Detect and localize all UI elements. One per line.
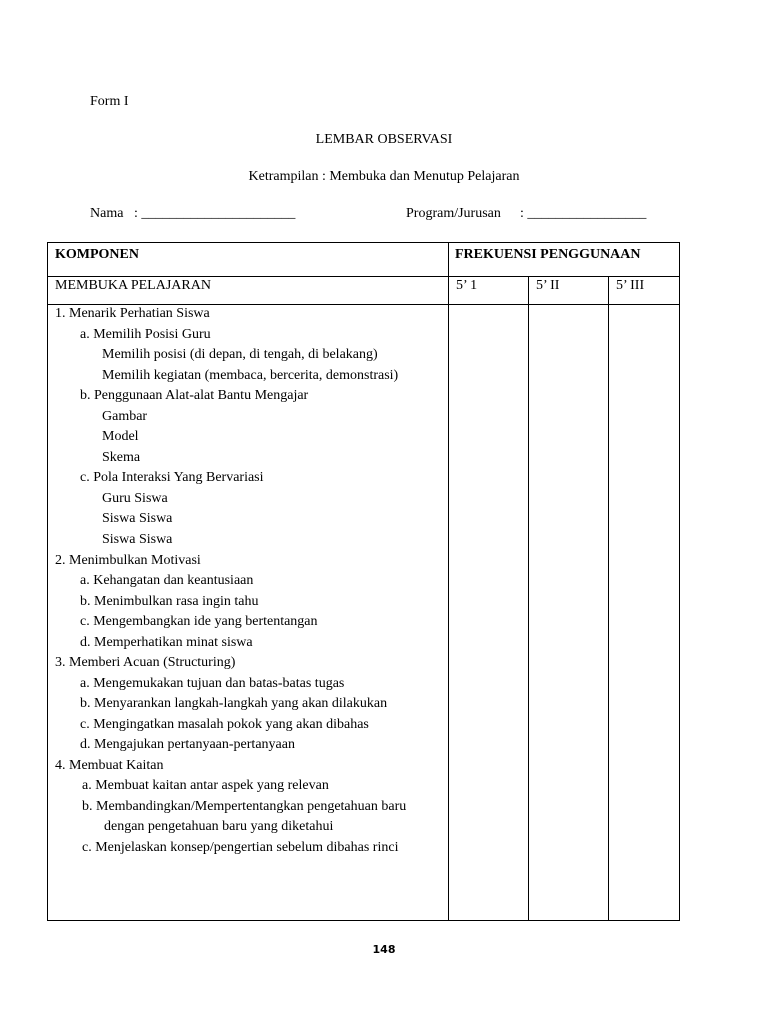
item-1a-2: Memilih kegiatan (membaca, bercerita, demonstrasi) <box>102 368 399 383</box>
item-4b: b. Membandingkan/Mempertentangkan pengetahuan baru <box>82 799 407 814</box>
item-1b-2: Model <box>102 429 139 444</box>
item-2: 2. Menimbulkan Motivasi <box>55 553 201 568</box>
form-label: Form I <box>90 94 129 109</box>
item-1c-2: Siswa Siswa <box>102 511 173 526</box>
item-1: 1. Menarik Perhatian Siswa <box>55 306 210 321</box>
section-label: MEMBUKA PELAJARAN <box>55 278 211 293</box>
item-1c-3: Siswa Siswa <box>102 532 173 547</box>
item-1c: c. Pola Interaksi Yang Bervariasi <box>80 470 264 485</box>
item-3: 3. Memberi Acuan (Structuring) <box>55 655 236 670</box>
page-title: LEMBAR OBSERVASI <box>315 132 453 147</box>
column-3: 5’ III <box>616 278 645 293</box>
item-3b: b. Menyarankan langkah-langkah yang akan dilakukan <box>80 696 388 711</box>
item-1b: b. Penggunaan Alat-alat Bantu Mengajar <box>80 388 309 403</box>
nama-field: : ______________________ <box>134 206 296 221</box>
header-komponen: KOMPONEN <box>55 247 139 262</box>
item-4: 4. Membuat Kaitan <box>55 758 164 773</box>
item-4c: c. Menjelaskan konsep/pengertian sebelum dibahas rinci <box>82 840 399 855</box>
item-3c: c. Mengingatkan masalah pokok yang akan dibahas <box>80 717 369 732</box>
header-frekuensi: FREKUENSI PENGGUNAAN <box>455 247 641 262</box>
item-2c: c. Mengembangkan ide yang bertentangan <box>80 614 318 629</box>
item-1c-1: Guru Siswa <box>102 491 168 506</box>
page-number: 148 <box>372 943 396 956</box>
item-3a: a. Mengemukakan tujuan dan batas-batas tugas <box>80 676 345 691</box>
item-3d: d. Mengajukan pertanyaan-pertanyaan <box>80 737 295 752</box>
item-2b: b. Menimbulkan rasa ingin tahu <box>80 594 259 609</box>
column-2: 5’ II <box>536 278 560 293</box>
item-4b-cont: dengan pengetahuan baru yang diketahui <box>104 819 334 834</box>
item-2d: d. Memperhatikan minat siswa <box>80 635 253 650</box>
column-1: 5’ 1 <box>456 278 478 293</box>
item-4a: a. Membuat kaitan antar aspek yang relevan <box>82 778 329 793</box>
item-2a: a. Kehangatan dan keantusiaan <box>80 573 254 588</box>
nama-label: Nama <box>90 206 124 221</box>
program-field: : _________________ <box>520 206 647 221</box>
item-1a-1: Memilih posisi (di depan, di tengah, di belakang) <box>102 347 378 362</box>
item-1b-3: Skema <box>102 450 141 465</box>
page-subtitle: Ketrampilan : Membuka dan Menutup Pelajaran <box>248 169 520 184</box>
item-1b-1: Gambar <box>102 409 148 424</box>
program-label: Program/Jurusan <box>406 206 501 221</box>
item-1a: a. Memilih Posisi Guru <box>80 327 211 342</box>
